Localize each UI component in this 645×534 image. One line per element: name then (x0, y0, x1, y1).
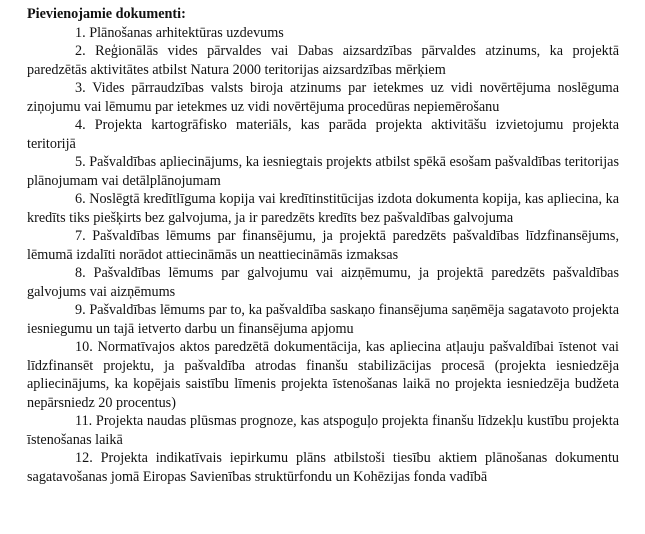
list-item: 12. Projekta indikatīvais iepirkumu plāns atbilstoši tiesību aktiem plānošanas dokumentu sagatavošanas jomā Eiropas Savienības struktūrfondu un Kohēzijas fonda vadībā (27, 450, 619, 485)
list-item: 7. Pašvaldības lēmums par finansējumu, ja projektā paredzēts pašvaldības līdzfinansējums, lēmumā izdalīti norādot attiecināmās un neattiecināmās izmaksas (27, 228, 619, 263)
list-item: 11. Projekta naudas plūsmas prognoze, kas atspoguļo projekta finanšu līdzekļu kustību projekta īstenošanas laikā (27, 413, 619, 448)
list-item: 10. Normatīvajos aktos paredzētā dokumentācija, kas apliecina atļauju pašvaldībai īstenot vai līdzfinansēt projektu, ja pašvaldība atrodas finanšu stabilizācijas procesā (projekta iesniedzēja apliecinājums, ka kopējais saistību līmenis projekta īstenošanas laikā no projekta iesniedzēja budžeta nepārsniedz 20 procentus) (27, 339, 619, 411)
list-item: 5. Pašvaldības apliecinājums, ka iesniegtais projekts atbilst spēkā esošam pašvaldības teritorijas plānojumam vai detālplānojumam (27, 154, 619, 189)
list-item: 2. Reģionālās vides pārvaldes vai Dabas aizsardzības pārvaldes atzinums, ka projektā paredzētās aktivitātes atbilst Natura 2000 teritorijas aizsardzības mērķiem (27, 43, 619, 78)
document-heading: Pievienojamie dokumenti: (27, 6, 186, 22)
list-item: 8. Pašvaldības lēmums par galvojumu vai aizņēmumu, ja projektā paredzēts pašvaldības galvojums vai aizņēmums (27, 265, 619, 300)
list-item: 1. Plānošanas arhitektūras uzdevums (75, 24, 284, 41)
document-page (27, 5, 619, 486)
list-item: 3. Vides pārraudzības valsts biroja atzinums par ietekmes uz vidi novērtējuma noslēguma ziņojumu vai lēmumu par ietekmes uz vidi novērtējuma procedūras nepiemērošanu (27, 80, 619, 115)
list-item: 4. Projekta kartogrāfisko materiāls, kas parāda projekta aktivitāšu izvietojumu projekta teritorijā (27, 117, 619, 152)
list-item: 9. Pašvaldības lēmums par to, ka pašvaldība saskaņo finansējuma saņēmēja sagatavoto projekta iesniegumu un tajā ietverto darbu un finansējuma apjomu (27, 302, 619, 337)
list-item: 6. Noslēgtā kredītlīguma kopija vai kredītinstitūcijas izdota dokumenta kopija, kas apliecina, ka kredīts tiks piešķirts bez galvojuma, ja ir paredzēts kredīts bez pašvaldības galvojuma (27, 191, 619, 226)
